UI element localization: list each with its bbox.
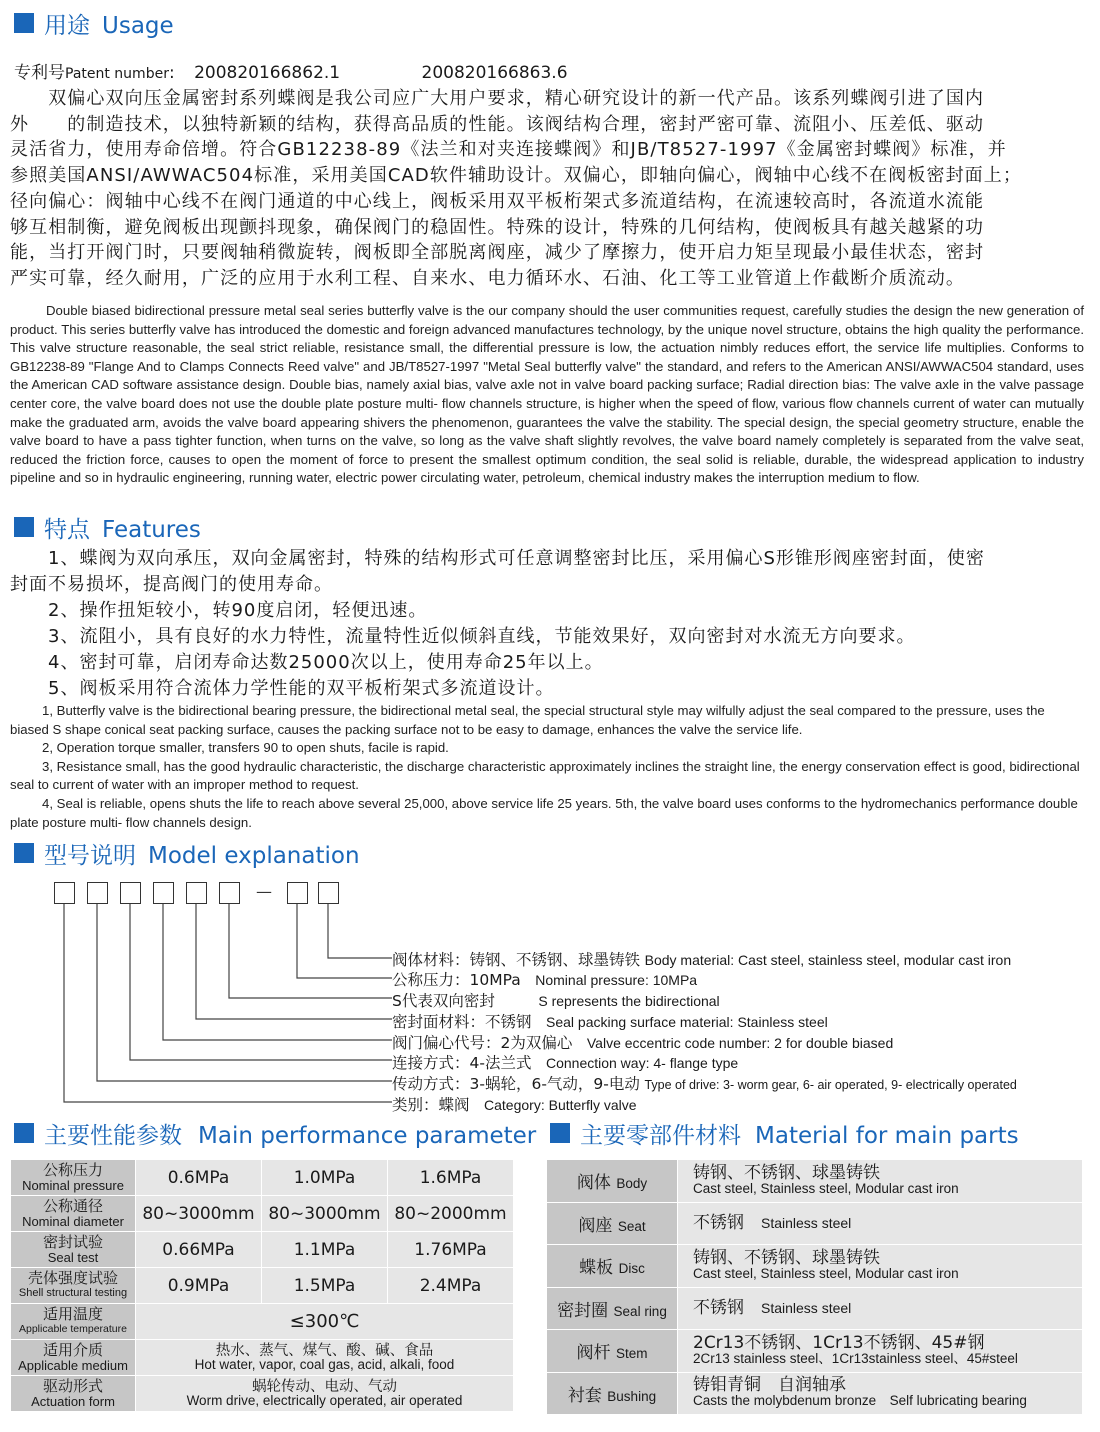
model-code-box bbox=[318, 882, 339, 904]
table-row bbox=[11, 1268, 514, 1304]
table-cell: 80~3000mm bbox=[136, 1196, 262, 1232]
materials-table bbox=[546, 1159, 1083, 1415]
performance-heading bbox=[14, 1118, 536, 1148]
model-line-drive-type: 传动方式：3-蜗轮，6-气动，9-电动 Type of drive: 3- worm gear, 6- air operated, 9- electrically operated bbox=[392, 1075, 1017, 1093]
patent-label-en: Patent number bbox=[65, 66, 169, 82]
table-cell: 1.6MPa bbox=[388, 1160, 514, 1196]
feature-cn-line: 封面不易损坏，提高阀门的使用寿命。 bbox=[10, 574, 333, 595]
model-code-box bbox=[186, 882, 207, 904]
model-line-category: 类别：蝶阀 Category: Butterfly valve bbox=[392, 1096, 637, 1114]
section-square-icon bbox=[14, 1123, 34, 1143]
row-header: 蝶板 Disc bbox=[547, 1245, 678, 1288]
feature-en-item: 2, Operation torque smaller, transfers 90 to open shuts, facile is rapid. bbox=[42, 740, 449, 756]
section-square-icon bbox=[550, 1123, 570, 1143]
performance-heading-en: Main performance parameter bbox=[198, 1122, 537, 1149]
table-cell: 铸钼青铜 自润轴承 Casts the molybdenum bronze Self lubricating bearing bbox=[678, 1372, 1083, 1415]
table-cell: 1.76MPa bbox=[388, 1232, 514, 1268]
usage-en-text: Double biased bidirectional pressure metal seal series butterfly valve is the our company should the user communities request, carefully studies the design the new generation of product. This series butterfly valve has introduced the domestic and foreign advanced manufactures technology, by the unique novel structure, obtains the high quality the performance. This valve structure reasonable, the seal strict reliable, resistance small, the differential pressure is low, the actuation nimbly reduces effort, the service life multiplies. Conforms to GB12238-89 "Flange And to Clamps Connects Reed valve" and JB/T8527-1997 "Metal Seal butterfly valve" the standard, and refers to the American ANSI/AWWAC504 standard, uses the American CAD software assistance design. Double bias, namely axial bias, valve axle not in valve board packing surface; Radial direction bias: The valve axle in the valve passage center core, the valve board does not use the double plate posture multi- flow channels structure, is higher when the speed of flow, various flow channels current of water can mutually make the graduated arm, avoids the valve board appearing shivers the phenomenon, guarantees the valve the stability. The special design, the special geometry structure, enable the valve board to have a pass tighter function, when turns on the valve, so long as the valve shaft slightly revolves, the valve board namely completely is separated from the valve seat, reduced the friction force, causes to open the moment of force to present the smallest optimum condition, the seal solid is reliable, durable, the widespread application to industry pipeline and so in hydraulic engineering, running water, electric power circulating water, petroleum, chemical industry makes the interruption medium to flow. bbox=[10, 303, 1084, 486]
feature-cn-line: 2、操作扭矩较小，转90度启闭，轻便迅速。 bbox=[10, 600, 428, 621]
model-line-seal-material: 密封面材料：不锈钢 Seal packing surface material: Stainless steel bbox=[392, 1013, 828, 1031]
model-code-dash: — bbox=[256, 882, 272, 901]
row-header: 公称通径 Nominal diameter bbox=[11, 1196, 136, 1232]
patent-label-cn: 专利号 bbox=[14, 63, 65, 83]
table-cell: 0.66MPa bbox=[136, 1232, 262, 1268]
materials-heading-en: Material for main parts bbox=[755, 1122, 1019, 1149]
row-header: 驱动形式 Actuation form bbox=[11, 1376, 136, 1412]
model-code-box bbox=[54, 882, 75, 904]
feature-en-item: 3, Resistance small, has the good hydraulic characteristic, the discharge characteristic approximately inclines the straight line, the energy conservation effect is good, bidirectional seal to current of water with an improper method to request. bbox=[10, 758, 1080, 793]
table-cell: 1.0MPa bbox=[262, 1160, 388, 1196]
row-header: 密封圈 Seal ring bbox=[547, 1287, 678, 1330]
patent-colon: : bbox=[168, 63, 175, 83]
patent-number-2: 200820166863.6 bbox=[421, 63, 568, 83]
row-header: 阀杆 Stem bbox=[547, 1330, 678, 1373]
table-cell: 2.4MPa bbox=[388, 1268, 514, 1304]
table-row bbox=[11, 1160, 514, 1196]
row-header: 衬套 Bushing bbox=[547, 1372, 678, 1415]
table-cell: 0.6MPa bbox=[136, 1160, 262, 1196]
table-row bbox=[547, 1245, 1083, 1288]
row-header: 适用介质 Applicable medium bbox=[11, 1340, 136, 1376]
table-cell: 不锈钢 Stainless steel bbox=[678, 1202, 1083, 1245]
feature-en-item: 1, Butterfly valve is the bidirectional bearing pressure, the bidirectional metal seal, the special structural style may wilfully adjust the seal compared to the pressure, uses the biased S shape conical seat packing surface, causes the packing surface not to be easy to damage, enhances the valve the service life. bbox=[10, 703, 1045, 737]
row-header: 公称压力 Nominal pressure bbox=[11, 1160, 136, 1196]
table-cell: 铸钢、不锈钢、球墨铸铁 Cast steel, Stainless steel, Modular cast iron bbox=[678, 1160, 1083, 1203]
feature-cn-line: 5、阀板采用符合流体力学性能的双平板桁架式多流道设计。 bbox=[10, 678, 555, 699]
table-cell: 热水、蒸气、煤气、酸、碱、食品 Hot water, vapor, coal gas, acid, alkali, food bbox=[136, 1340, 514, 1376]
model-code-box bbox=[87, 882, 108, 904]
model-heading-en: Model explanation bbox=[148, 842, 360, 869]
model-heading-cn: 型号说明 bbox=[44, 842, 136, 869]
table-row bbox=[11, 1376, 514, 1412]
row-header: 阀座 Seat bbox=[547, 1202, 678, 1245]
usage-cn-line: 参照美国ANSI/AWWAC504标准，采用美国CAD软件辅助设计。双偏心，即轴向偏心，阀轴中心线不在阀板密封面上； bbox=[10, 165, 1022, 187]
table-cell: 2Cr13不锈钢、1Cr13不锈钢、45#钢 2Cr13 stainless steel、1Cr13stainless steel、45#steel bbox=[678, 1330, 1083, 1373]
table-row bbox=[11, 1196, 514, 1232]
model-line-bidirectional: S代表双向密封 S represents the bidirectional bbox=[392, 992, 720, 1010]
patent-number-1: 200820166862.1 bbox=[194, 63, 341, 83]
table-row bbox=[547, 1287, 1083, 1330]
usage-cn-line: 能，当打开阀门时，只要阀轴稍微旋转，阀板即全部脱离阀座，减少了摩擦力，使开启力矩呈现最小最佳状态，密封 bbox=[10, 242, 985, 264]
performance-heading-cn: 主要性能参数 bbox=[44, 1122, 182, 1149]
model-line-eccentric-code: 阀门偏心代号：2为双偏心 Valve eccentric code number: 2 for double biased bbox=[392, 1034, 894, 1052]
table-row bbox=[547, 1202, 1083, 1245]
table-cell: 1.1MPa bbox=[262, 1232, 388, 1268]
table-row bbox=[11, 1304, 514, 1340]
usage-cn-line: 灵活省力，使用寿命倍增。符合GB12238-89《法兰和对夹连接蝶阀》和JB/T8527-1997《金属密封蝶阀》标准，并 bbox=[10, 139, 1007, 161]
row-header: 阀体 Body bbox=[547, 1160, 678, 1203]
features-heading-en: Features bbox=[102, 516, 201, 543]
table-cell: 蜗轮传动、电动、气动 Worm drive, electrically operated, air operated bbox=[136, 1376, 514, 1412]
table-row bbox=[547, 1372, 1083, 1415]
table-cell: 1.5MPa bbox=[262, 1268, 388, 1304]
table-cell: 80~3000mm bbox=[262, 1196, 388, 1232]
usage-cn-line: 够互相制衡，避免阀板出现颤抖现象，确保阀门的稳固性。特殊的设计，特殊的几何结构，使阀板具有越关越紧的功 bbox=[10, 216, 985, 238]
usage-heading-cn: 用途 bbox=[44, 12, 90, 39]
table-cell: 80~2000mm bbox=[388, 1196, 514, 1232]
performance-table bbox=[10, 1159, 514, 1412]
table-cell: 不锈钢 Stainless steel bbox=[678, 1287, 1083, 1330]
model-code-box bbox=[120, 882, 141, 904]
table-row bbox=[547, 1330, 1083, 1373]
features-heading-cn: 特点 bbox=[44, 516, 90, 543]
model-code-box bbox=[153, 882, 174, 904]
usage-heading-en: Usage bbox=[102, 12, 174, 39]
usage-cn-line: 严实可靠，经久耐用，广泛的应用于水利工程、自来水、电力循环水、石油、化工等工业管道上作截断介质流动。 bbox=[10, 267, 965, 289]
usage-cn-line: 双偏心双向压金属密封系列蝶阀是我公司应广大用户要求，精心研究设计的新一代产品。该系列蝶阀引进了国内 bbox=[10, 88, 985, 109]
model-code-box bbox=[287, 882, 308, 904]
table-row bbox=[11, 1340, 514, 1376]
usage-cn-line: 径向偏心：阀轴中心线不在阀门通道的中心线上，阀板采用双平板桁架式多流道结构，在流速较高时，各流道水流能 bbox=[10, 190, 985, 212]
row-header: 密封试验 Seal test bbox=[11, 1232, 136, 1268]
feature-cn-line: 4、密封可靠，启闭寿命达数25000次以上，使用寿命25年以上。 bbox=[10, 652, 604, 673]
model-code-box bbox=[219, 882, 240, 904]
table-cell: 铸钢、不锈钢、球墨铸铁 Cast steel, Stainless steel, Modular cast iron bbox=[678, 1245, 1083, 1288]
row-header: 适用温度 Applicable temperature bbox=[11, 1304, 136, 1340]
model-line-connection: 连接方式：4-法兰式 Connection way: 4- flange type bbox=[392, 1054, 739, 1072]
table-cell: 0.9MPa bbox=[136, 1268, 262, 1304]
usage-cn-line: 外 的制造技术，以独特新颖的结构，获得高品质的性能。该阀结构合理，密封严密可靠、流阻小、压差低、驱动 bbox=[10, 113, 985, 135]
table-row bbox=[11, 1232, 514, 1268]
model-line-body-material: 阀体材料：铸钢、不锈钢、球墨铸铁 Body material: Cast steel, stainless steel, modular cast iron bbox=[392, 951, 1012, 969]
materials-heading-cn: 主要零部件材料 bbox=[580, 1122, 741, 1149]
model-line-nominal-pressure: 公称压力：10MPa Nominal pressure: 10MPa bbox=[392, 971, 698, 989]
table-row bbox=[547, 1160, 1083, 1203]
feature-cn-line: 1、蝶阀为双向承压，双向金属密封，特殊的结构形式可任意调整密封比压，采用偏心S形锥形阀座密封面，使密 bbox=[10, 548, 985, 569]
table-cell: ≤300℃ bbox=[136, 1304, 514, 1340]
row-header: 壳体强度试验 Shell structural testing bbox=[11, 1268, 136, 1304]
feature-en-item: 4, Seal is reliable, opens shuts the life to reach above several 25,000, above service life 25 years. 5th, the valve board uses conforms to the hydromechanics performance double plate posture multi- flow channels design. bbox=[10, 795, 1078, 830]
materials-heading bbox=[550, 1118, 1019, 1148]
feature-cn-line: 3、流阻小，具有良好的水力特性，流量特性近似倾斜直线，节能效果好，双向密封对水流无方向要求。 bbox=[10, 626, 916, 647]
